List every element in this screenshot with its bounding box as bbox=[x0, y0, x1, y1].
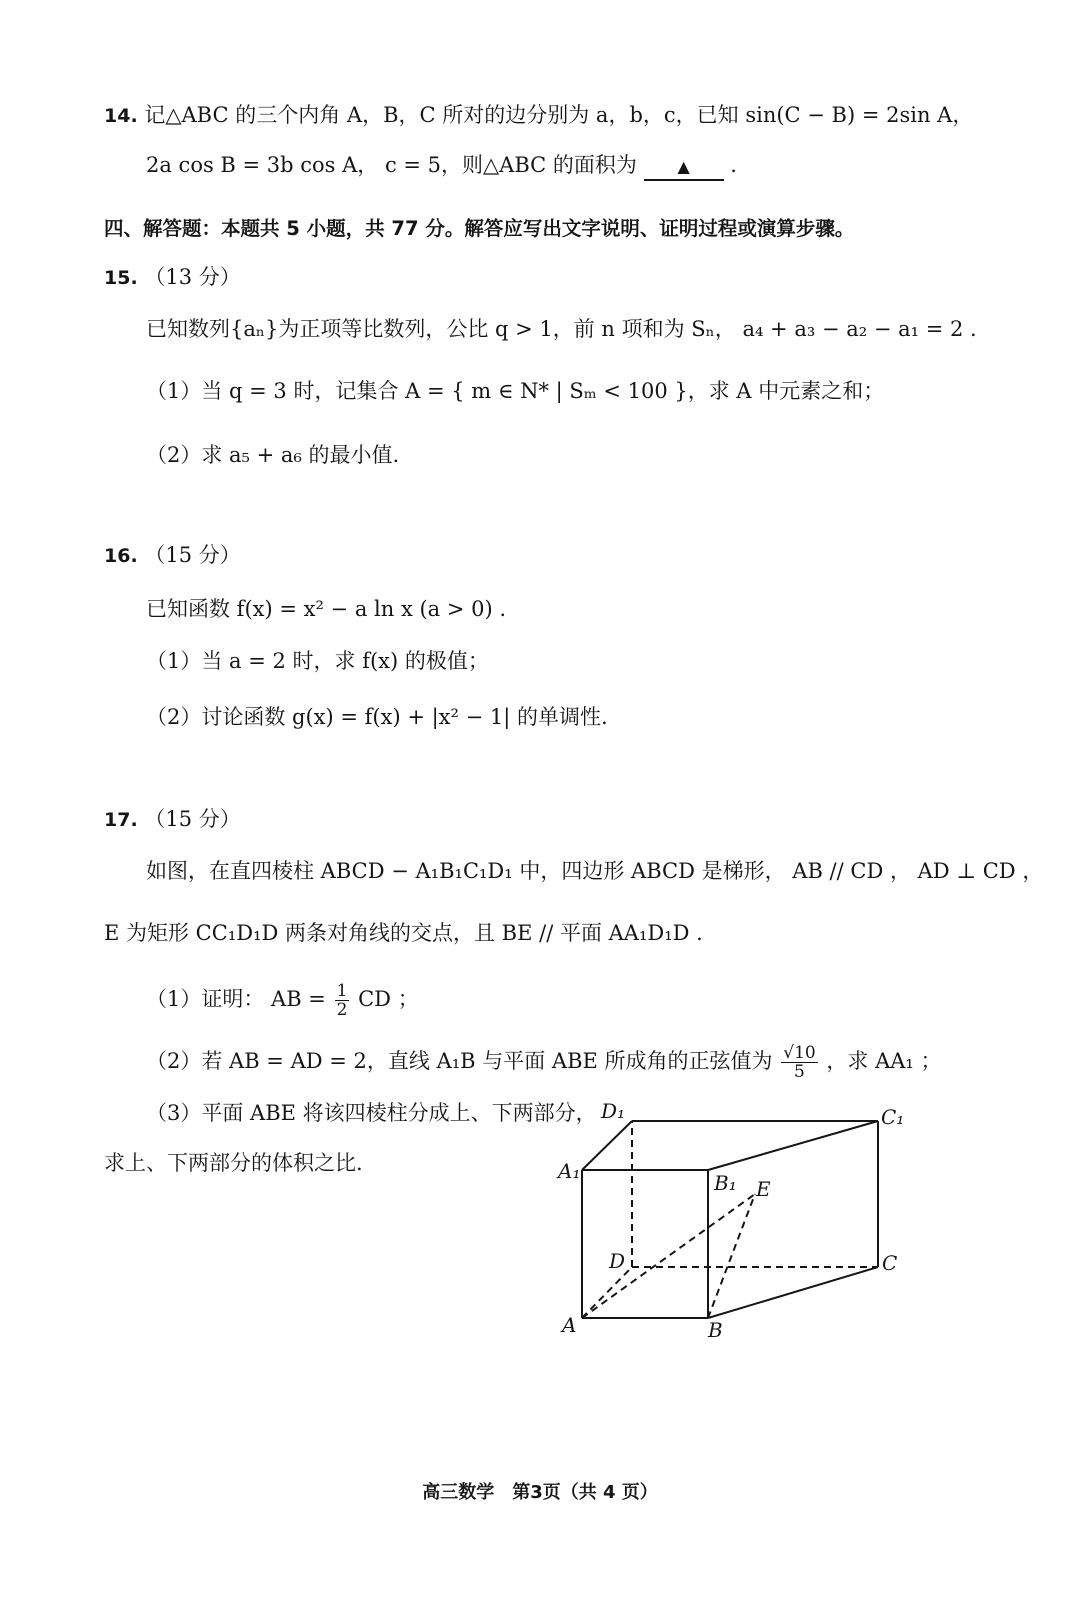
q17-part1-tail: CD ； bbox=[358, 987, 419, 1011]
q16-stem: 已知函数 f(x) = x² − a ln x (a > 0) . bbox=[146, 597, 507, 621]
q15-number: 15. bbox=[104, 267, 138, 289]
edge-B1-C1 bbox=[708, 1121, 878, 1170]
q14-line1 bbox=[104, 100, 973, 131]
q17-stem-line1: 如图，在直四棱柱 ABCD − A₁B₁C₁D₁ 中，四边形 ABCD 是梯形， AB // CD ， AD ⊥ CD ， bbox=[146, 859, 1044, 883]
fraction-numerator: √10 bbox=[783, 1043, 816, 1063]
label-D1: D₁ bbox=[601, 1099, 626, 1123]
q17-header bbox=[104, 804, 241, 835]
q16-score: （15 分） bbox=[144, 543, 241, 567]
q15-part2: （2）求 a₅ + a₆ 的最小值. bbox=[146, 443, 400, 467]
q14-period: . bbox=[730, 153, 737, 177]
q17-score: （15 分） bbox=[144, 807, 241, 831]
half-fraction bbox=[335, 982, 350, 1019]
segment-A-E bbox=[582, 1194, 755, 1318]
q16-number: 16. bbox=[104, 545, 138, 567]
section-heading: 四、解答题：本题共 5 小题，共 77 分。解答应写出文字说明、证明过程或演算步骤。 bbox=[104, 217, 855, 240]
answer-blank: ▲ bbox=[644, 155, 724, 181]
q14-line2 bbox=[146, 150, 737, 181]
q16-part1: （1）当 a = 2 时，求 f(x) 的极值； bbox=[146, 649, 489, 673]
edge-A-D bbox=[582, 1267, 632, 1318]
fraction-denominator: 5 bbox=[794, 1062, 805, 1082]
q14-number: 14. bbox=[104, 105, 138, 127]
label-C1: C₁ bbox=[881, 1105, 905, 1129]
label-E: E bbox=[756, 1177, 771, 1201]
q17-part2 bbox=[146, 1044, 942, 1081]
fraction-denominator: 2 bbox=[336, 1000, 348, 1020]
q14-text-line2: 2a cos B = 3b cos A， c = 5，则△ABC 的面积为 bbox=[146, 153, 637, 177]
segment-B-E bbox=[708, 1194, 755, 1318]
label-A: A bbox=[562, 1313, 577, 1337]
sine-fraction bbox=[781, 1044, 817, 1081]
label-C: C bbox=[882, 1251, 898, 1275]
q17-part3-line1: （3）平面 ABE 将该四棱柱分成上、下两部分， bbox=[146, 1101, 597, 1125]
q14-text-line1: 记△ABC 的三个内角 A，B，C 所对的边分别为 a，b，c，已知 sin(C − B) = 2sin A， bbox=[144, 103, 974, 127]
prism-figure bbox=[540, 1090, 920, 1350]
q15-header bbox=[104, 262, 241, 293]
q17-part3-line2: 求上、下两部分的体积之比. bbox=[104, 1151, 363, 1175]
q17-part1-text: （1）证明： AB = bbox=[146, 987, 326, 1011]
q17-part2-text: （2）若 AB = AD = 2，直线 A₁B 与平面 ABE 所成角的正弦值为 bbox=[146, 1049, 773, 1073]
q17-stem-line2: E 为矩形 CC₁D₁D 两条对角线的交点，且 BE // 平面 AA₁D₁D . bbox=[104, 921, 703, 945]
q17-number: 17. bbox=[104, 809, 138, 831]
page-footer: 高三数学 第3页（共 4 页） bbox=[422, 1482, 658, 1503]
q16-header bbox=[104, 540, 241, 571]
q17-part2-tail: ，求 AA₁ ； bbox=[826, 1049, 942, 1073]
fraction-numerator: 1 bbox=[336, 981, 348, 1001]
edge-B-C bbox=[708, 1267, 878, 1318]
q15-stem: 已知数列{aₙ}为正项等比数列，公比 q > 1，前 n 项和为 Sₙ， a₄ + a₃ − a₂ − a₁ = 2 . bbox=[146, 317, 977, 341]
label-A1: A₁ bbox=[558, 1159, 581, 1183]
q16-part2: （2）讨论函数 g(x) = f(x) + |x² − 1| 的单调性. bbox=[146, 705, 608, 729]
q17-part1 bbox=[146, 982, 419, 1019]
label-B1: B₁ bbox=[714, 1171, 737, 1195]
label-B: B bbox=[708, 1318, 723, 1342]
q15-part1: （1）当 q = 3 时，记集合 A = { m ∈ N* | Sₘ < 100 }，求 A 中元素之和； bbox=[146, 379, 885, 403]
label-D: D bbox=[609, 1249, 626, 1273]
edge-A1-D1 bbox=[582, 1121, 632, 1170]
q15-score: （13 分） bbox=[144, 265, 241, 289]
